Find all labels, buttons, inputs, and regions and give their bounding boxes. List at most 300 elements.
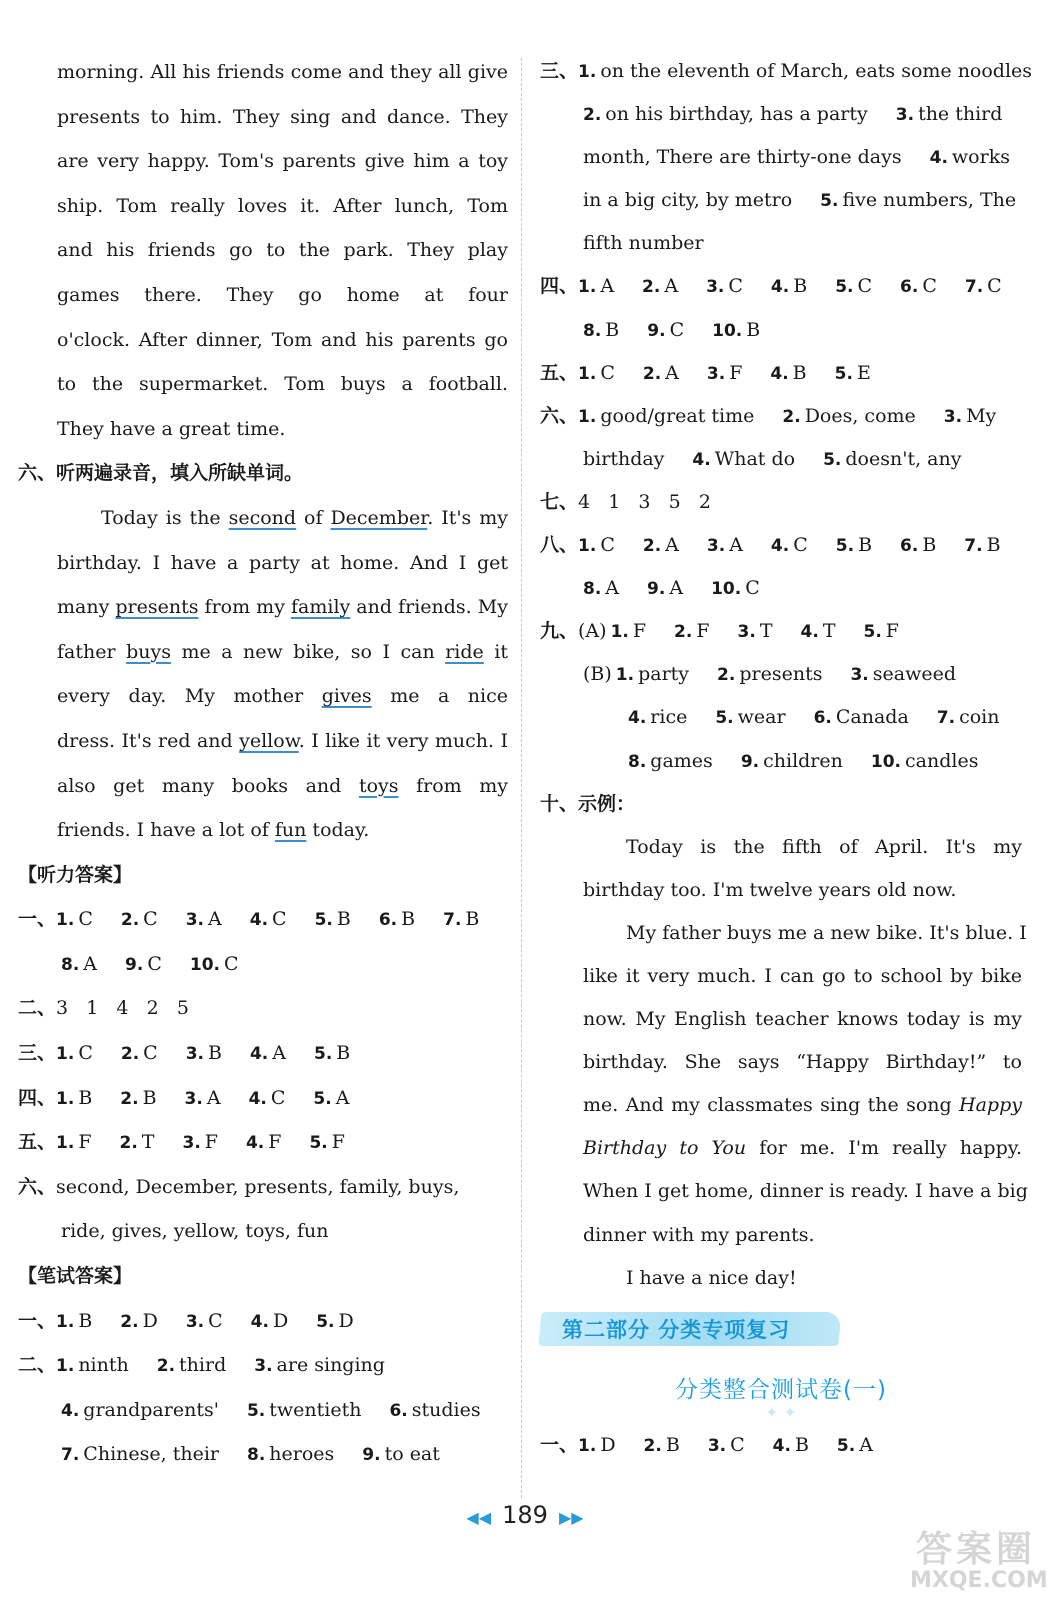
answer: A [665,534,679,557]
section-label: 六、 [540,404,579,427]
left-arrows-icon: ◀◀ [466,1508,491,1527]
answer: party [638,663,690,686]
answer: twentieth [269,1398,362,1421]
written-section-9-b-row [540,696,1022,739]
section-instruction: 听两遍录音，填入所缺单词。 [56,462,304,485]
answer: C [600,534,615,557]
test-title: 分类整合测试卷(一) [675,1376,887,1403]
section-6-heading [18,451,508,496]
written-section-9-b [540,653,1022,696]
answer: B [794,1433,809,1456]
answer: B [208,1042,222,1065]
item-number: 4. [770,277,790,298]
text: me a new bike, so I can [170,640,446,663]
item-number: 6. [900,536,919,557]
item-number: 7. [964,277,984,298]
text: from my [398,774,508,797]
answer: C [143,1042,158,1065]
essay-line: dinner with my parents. [583,1223,815,1246]
answer: T [759,620,773,643]
passage-line: games there. They go home at four [57,283,508,306]
item-number: 3. [706,536,726,557]
answer: B [401,908,416,931]
item-number: 7. [936,708,956,729]
passage-line: morning. All his friends come and they all give [57,61,508,83]
item-number: 8. [61,954,80,975]
listening-section-5 [18,1120,508,1165]
item-number: 9. [647,320,666,341]
passage-end [18,50,508,451]
passage-line: to the supermarket. Tom buys a football. [57,373,508,396]
answer: C [745,577,760,600]
essay-line [540,1127,1022,1170]
written-section-8 [540,524,1022,567]
item-number: 3. [895,105,915,126]
item-number: 8. [583,320,602,341]
answer: F [204,1131,218,1154]
item-number: 5. [313,1088,332,1109]
text: in a big city, by metro [583,189,793,212]
item-number: 5. [835,277,854,298]
answer: E [856,361,871,384]
answer: C [922,275,937,298]
passage-line: o'clock. After dinner, Tom and his parents go [57,328,508,351]
written-section-7 [540,481,1022,524]
answer: Does, come [804,404,916,427]
item-number: 5. [823,449,842,470]
answer: doesn't, any [845,447,962,470]
item-number: 10. [712,320,743,341]
test-section-1 [540,1424,1022,1467]
text: me a nice [371,685,509,708]
item-number: 1. [578,62,597,82]
blank-answer: second [228,506,297,529]
cloze-passage [18,496,508,853]
section-label: 四、 [18,1086,57,1109]
item-number: 10. [711,579,742,600]
text: from my [198,596,291,619]
item-number: 1. [610,622,629,643]
answer: F [78,1131,92,1154]
blank-answer: family [290,596,351,619]
item-number: 3. [185,910,204,931]
answer: to eat [384,1443,440,1466]
essay-line: Today is the fifth of April. It's my [626,835,1022,858]
item-number: 1. [578,363,597,384]
text: for me. I'm really happy. [746,1137,1022,1160]
decoration-stars-icon: ✦ ✦ [765,1402,797,1422]
answer: on his birthday, has a party [605,103,868,126]
item-number: 1. [56,1133,75,1154]
answer: F [885,620,899,643]
blank-answer: buys [126,640,171,663]
item-number: 2. [120,1311,139,1332]
answer-text: second, December, presents, family, buys, [56,1175,460,1198]
answer: B [78,1309,93,1332]
written-section-3-line [540,179,1022,222]
answer: C [669,318,685,341]
written-section-4-row-2 [540,309,1022,352]
item-number: 5. [309,1133,328,1154]
passage-line: and his friends go to the park. They play [57,239,508,262]
item-number: 2. [717,665,736,686]
answer: A [208,908,222,931]
sample-essay [540,826,1028,1300]
item-number: 1. [56,910,75,931]
item-number: 5. [863,622,882,643]
item-number: 2. [120,1044,140,1065]
item-number: 1. [578,536,597,557]
answer: B [746,318,761,341]
item-number: 1. [56,1088,75,1109]
essay-line: birthday. She says “Happy Birthday!” to [583,1051,1022,1074]
item-number: 4. [61,1400,80,1421]
answer: A [664,275,679,298]
item-number: 3. [184,1088,203,1109]
item-number: 4. [770,536,790,557]
text: dress. It's red and [57,729,240,752]
cloze-line [18,719,508,764]
answer: T [141,1131,155,1154]
item-number: 6. [900,277,919,298]
listening-section-4 [18,1076,508,1121]
answer: D [600,1433,616,1456]
answer: third [179,1354,227,1377]
answer: B [465,908,480,931]
written-section-4 [540,265,1022,308]
answer: games [650,749,713,772]
section-label: 一、 [540,1433,579,1456]
answer: C [224,952,239,975]
answer: A [272,1042,286,1065]
blank-answer: gives [321,685,372,708]
answer: A [859,1433,873,1456]
passage-line: ship. Tom really loves it. After lunch, Tom [57,194,508,217]
section-label: 六、 [18,462,57,485]
item-number: 1. [578,406,597,427]
text: birthday [583,447,665,470]
written-section-2-row-2 [18,1388,508,1433]
answer: coin [959,706,1000,729]
answer: T [822,620,836,643]
answer: C [987,275,1002,298]
text: and friends. My [350,596,508,619]
answer: wear [737,706,786,729]
written-section-2 [18,1343,508,1388]
item-number: 2. [120,910,140,931]
text: of [296,506,331,529]
blank-answer: toys [358,774,399,797]
written-section-9-b-row [540,740,1022,783]
answer: children [763,749,843,772]
blank-answer: presents [115,596,199,619]
text: . I like it very much. I [298,729,508,752]
answer: C [857,275,873,298]
passage-line: They have a great time. [57,417,286,440]
text: father [57,640,127,663]
answer: B [336,908,351,931]
item-number: 10. [870,751,901,772]
item-number: 6. [378,910,398,931]
item-number: 4. [245,1133,265,1154]
text: friends. I have a lot of [57,819,275,842]
answer: B [336,1042,351,1065]
item-number: 3. [943,406,963,427]
item-number: 4. [249,910,269,931]
answer: C [143,908,158,931]
item-number: 2. [120,1088,139,1109]
section-label: 二、 [18,1354,57,1377]
cloze-line [18,630,508,675]
cloze-line [18,496,508,541]
essay-line: like it very much. I can go to school by bike [583,964,1022,987]
blank-answer: ride [445,640,484,663]
listening-section-2 [18,986,508,1031]
answer: grandparents' [83,1398,219,1421]
item-number: 5. [835,536,855,557]
answer: A [669,577,684,600]
answer: A [665,361,679,384]
answer: My [966,404,997,427]
answer: C [208,1309,223,1332]
item-number: 9. [362,1445,381,1466]
text: every day. My mother [57,685,322,708]
answer: What do [714,447,796,470]
answer: F [696,620,710,643]
item-number: 3. [706,277,725,298]
page-number: 189 [502,1501,548,1529]
answer: F [729,361,743,384]
answer: seaweed [872,663,956,686]
item-number: 4. [250,1311,269,1332]
answer: D [142,1309,158,1332]
answer: C [728,275,743,298]
answer: C [270,1086,286,1109]
item-number: 3. [185,1311,205,1332]
item-number: 8. [583,579,602,600]
written-section-3 [540,50,1033,93]
answer: D [272,1309,289,1332]
left-column [18,50,508,1477]
item-number: 1. [56,1356,75,1377]
section-label: 七、 [540,490,579,513]
item-number: 3. [850,665,869,686]
passage-line: are very happy. Tom's parents give him a toy [57,150,508,173]
cloze-line [18,764,508,809]
answer: F [331,1131,345,1154]
answer: five numbers, The [842,189,1017,212]
item-number: 5. [820,191,839,212]
item-number: 9. [125,954,144,975]
section-label: 五、 [18,1131,57,1154]
answer: B [665,1433,680,1456]
answer: A [335,1086,350,1109]
song-title: Happy [959,1094,1022,1117]
answer: A [600,275,615,298]
item-number: 2. [642,363,662,384]
written-section-5 [540,352,1022,395]
essay-line [540,1084,1022,1127]
item-number: 1. [615,665,635,686]
answer: F [268,1131,282,1154]
passage-line: presents to him. They sing and dance. They [57,105,508,128]
right-column [540,50,1033,1467]
item-number: 7. [61,1445,80,1466]
item-number: 3. [185,1044,204,1065]
essay-line: I have a nice day! [626,1266,797,1289]
answer-sequence: 4 1 3 5 2 [578,490,711,513]
column-divider [521,58,522,1498]
item-number: 5. [836,1435,856,1456]
answer: B [792,361,807,384]
item-number: 1. [56,1311,75,1332]
written-section-8-row-2 [540,567,1022,610]
section-label: 三、 [540,60,579,82]
text: month, There are thirty-one days [583,146,902,169]
item-number: 2. [643,1435,662,1456]
section-label: 八、 [540,534,579,557]
item-number: 2. [119,1133,138,1154]
listening-section-6 [18,1165,508,1210]
answer: presents [739,663,823,686]
watermark-logo [910,1529,1048,1593]
item-number: 10. [189,954,220,975]
text: Today is the [101,506,229,529]
answer: heroes [269,1443,335,1466]
cloze-line [18,674,508,719]
answer: on the eleventh of March, eats some noodles [600,60,1033,82]
watermark-text: 答案圈 [915,1529,1036,1570]
item-number: 6. [389,1400,408,1421]
answer: A [206,1086,221,1109]
answer: studies [411,1398,481,1421]
item-number: 3. [707,1435,727,1456]
written-section-2-row-3 [18,1432,508,1477]
text: today. [306,819,370,842]
answer: C [730,1433,745,1456]
answer: A [605,577,620,600]
answer: Chinese, their [83,1443,219,1466]
answer: the third [918,103,1003,126]
essay-line: My father buys me a new bike. It's blue. I [626,921,1027,944]
banner-title: 第二部分 分类专项复习 [562,1317,791,1342]
item-number: 8. [628,751,647,772]
item-number: 9. [740,751,760,772]
written-section-3-line: fifth number [583,232,704,255]
section-label: 六、 [18,1175,57,1198]
blank-answer: December [330,506,428,529]
item-number: 5. [834,363,853,384]
item-number: 1. [56,1044,75,1065]
part-two-banner [538,1312,842,1346]
answer: B [858,534,873,557]
item-number: 4. [772,1435,791,1456]
written-section-9 [540,610,1022,653]
answer: good/great time [600,404,755,427]
section-label: 二、 [18,997,57,1020]
section-label: 一、 [18,1309,57,1332]
text: also get many books and [57,774,359,797]
answer: rice [650,706,688,729]
part-a-label: (A) [578,620,607,643]
answer: B [922,534,937,557]
answer: ninth [78,1354,129,1377]
written-answers-header: 【笔试答案】 [18,1265,133,1288]
listening-section-1-row-2 [18,942,508,987]
answer: C [793,534,808,557]
item-number: 3. [706,363,726,384]
answer: C [147,952,162,975]
item-number: 2. [583,105,602,126]
text: me. And my classmates sing the song [583,1094,960,1117]
cloze-line [18,808,508,853]
text: it [483,640,508,663]
item-number: 5. [715,708,734,729]
answer: F [632,620,647,643]
listening-section-1 [18,897,508,942]
item-number: 3. [182,1133,201,1154]
blank-answer: fun [274,819,307,842]
item-number: 6. [813,708,832,729]
item-number: 4. [249,1044,269,1065]
answer: B [78,1086,93,1109]
answer: A [83,952,98,975]
section-label: 五、 [540,361,579,384]
answer: A [729,534,743,557]
written-section-10 [540,783,1022,826]
written-section-6 [540,395,1022,438]
answer: C [600,361,615,384]
item-number: 8. [246,1445,266,1466]
section-label: 四、 [540,275,579,298]
item-number: 2. [642,277,661,298]
listening-section-6-line-2: ride, gives, yellow, toys, fun [61,1220,329,1243]
answer: D [338,1309,354,1332]
text: . It's my [427,506,508,529]
section-label: 十、示例： [540,792,636,815]
item-number: 4. [628,708,647,729]
answer: C [272,908,287,931]
watermark-url: MXQE.COM [910,1568,1048,1593]
cloze-line: birthday. I have a party at home. And I get [57,551,508,574]
item-number: 4. [248,1088,267,1109]
item-number: 3. [254,1356,273,1377]
page-footer [0,1498,1050,1532]
section-label: 三、 [18,1042,57,1065]
written-section-3-line [540,136,1022,179]
answer: B [605,318,620,341]
item-number: 4. [770,363,789,384]
listening-answers-header: 【听力答案】 [18,863,133,886]
item-number: 2. [156,1356,176,1377]
answer: C [78,1042,93,1065]
part-b-label: (B) [583,663,612,686]
item-number: 5. [314,910,333,931]
section-label: 一、 [18,908,57,931]
item-number: 3. [737,622,756,643]
item-number: 2. [782,406,801,427]
item-number: 1. [578,277,597,298]
item-number: 4. [929,148,948,169]
answer: B [142,1086,157,1109]
answer: candles [905,749,979,772]
item-number: 1. [578,1435,597,1456]
item-number: 2. [674,622,693,643]
item-number: 5. [316,1311,335,1332]
item-number: 9. [647,579,666,600]
right-arrows-icon: ▶▶ [559,1508,584,1527]
written-section-3-line [540,93,1022,136]
